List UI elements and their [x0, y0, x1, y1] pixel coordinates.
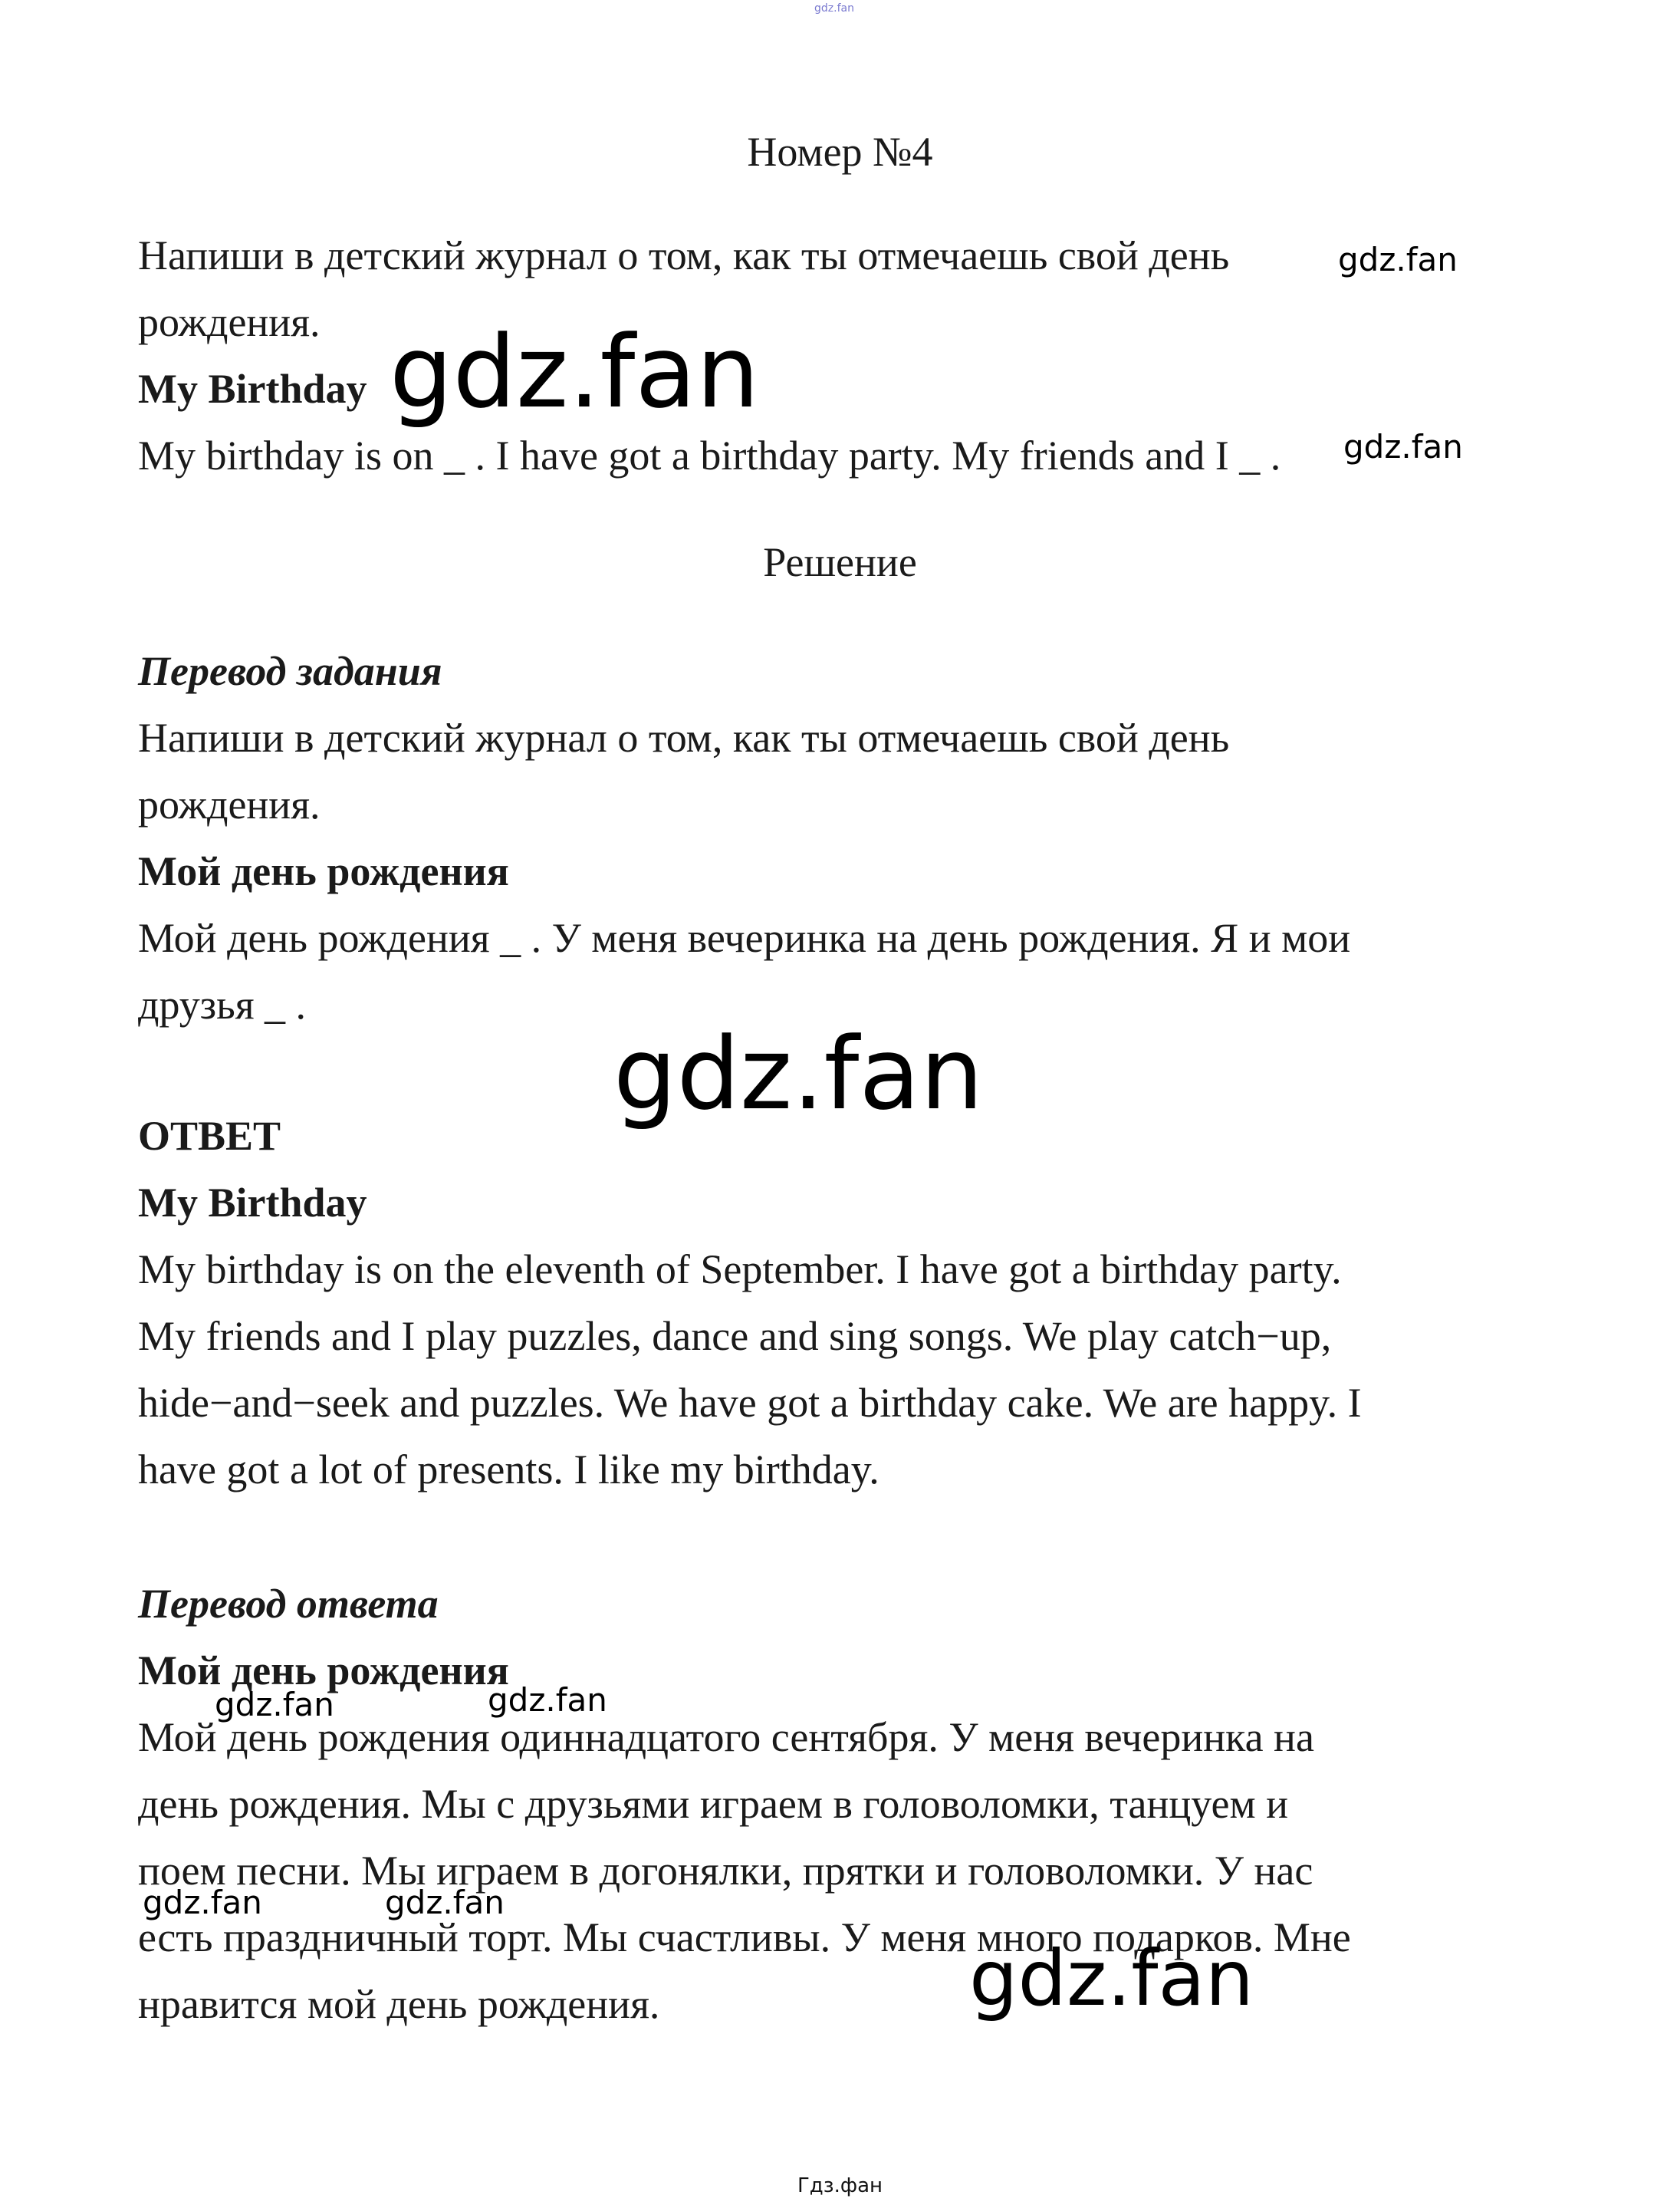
answer-translation-heading: Перевод ответа — [138, 1581, 439, 1627]
translation-body-line-1: Мой день рождения _ . У меня вечеринка на день рождения. Я и мои — [138, 915, 1351, 961]
answer-line: have got a lot of presents. I like my birthday. — [138, 1446, 879, 1492]
task-body: My birthday is on _ . I have got a birthday party. My friends and I _ . — [138, 433, 1281, 479]
answer-translation-line: есть праздничный торт. Мы счастливы. У меня много подарков. Мне — [138, 1914, 1351, 1960]
task-heading: My Birthday — [138, 366, 367, 412]
footer-text: Гдз.фан — [797, 2174, 883, 2197]
task-line-2: рождения. — [138, 299, 321, 345]
watermark: gdz.fan — [1343, 428, 1463, 466]
answer-subheading: My Birthday — [138, 1180, 367, 1226]
watermark-tiny: gdz.fan — [814, 2, 854, 15]
translation-body-line-2: друзья _ . — [138, 982, 307, 1028]
watermark: gdz.fan — [1338, 241, 1458, 278]
watermark: gdz.fan — [143, 1884, 262, 1921]
answer-translation-line: нравится мой день рождения. — [138, 1981, 660, 2027]
watermark: gdz.fan — [969, 1933, 1254, 2023]
task-line-1: Напиши в детский журнал о том, как ты отмечаешь свой день — [138, 232, 1230, 278]
answer-line: My birthday is on the eleventh of September. I have got a birthday party. — [138, 1246, 1342, 1292]
watermark: gdz.fan — [390, 314, 760, 430]
answer-line: hide−and−seek and puzzles. We have got a birthday cake. We are happy. I — [138, 1380, 1362, 1426]
answer-translation-line: день рождения. Мы с друзьями играем в головоломки, танцуем и — [138, 1781, 1289, 1827]
watermark: gdz.fan — [488, 1681, 607, 1719]
answer-translation-line: поем песни. Мы играем в догонялки, прятки и головоломки. У нас — [138, 1848, 1313, 1894]
translation-subheading: Мой день рождения — [138, 848, 509, 894]
watermark: gdz.fan — [385, 1884, 505, 1921]
answer-line: My friends and I play puzzles, dance and sing songs. We play catch−up, — [138, 1313, 1332, 1359]
watermark: gdz.fan — [215, 1686, 334, 1723]
translation-heading: Перевод задания — [138, 648, 442, 694]
solution-title: Решение — [763, 539, 917, 585]
page-title: Номер №4 — [747, 129, 933, 175]
translation-line-1: Напиши в детский журнал о том, как ты отмечаешь свой день — [138, 715, 1230, 761]
answer-translation-subheading: Мой день рождения — [138, 1647, 509, 1693]
answer-heading: ОТВЕТ — [138, 1113, 281, 1159]
watermark: gdz.fan — [613, 1015, 984, 1132]
answer-translation-line: Мой день рождения одиннадцатого сентября. У меня вечеринка на — [138, 1714, 1314, 1760]
translation-line-2: рождения. — [138, 782, 321, 828]
